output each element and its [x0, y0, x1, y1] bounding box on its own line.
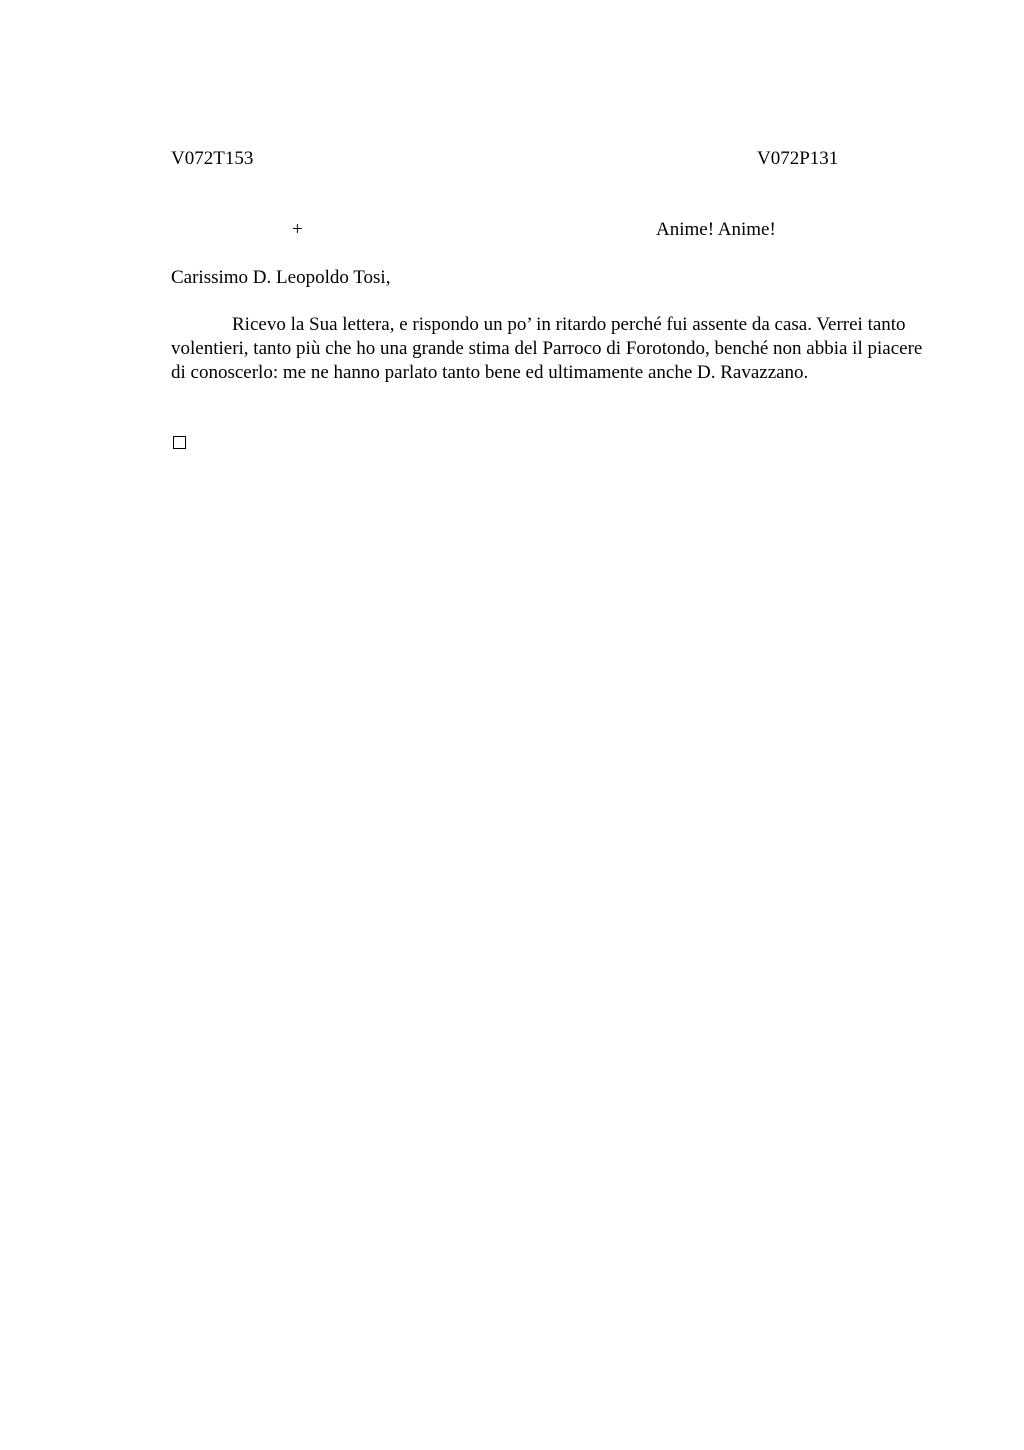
document-code-right: V072P131	[757, 148, 839, 169]
motto: Anime! Anime!	[656, 219, 776, 240]
document-code-left: V072T153	[171, 148, 254, 169]
checkbox-square-icon	[173, 436, 186, 449]
letter-paragraph: Ricevo la Sua lettera, e rispondo un po’ in ritardo perché fui assente da casa. Verrei tanto volentieri, tanto più che ho una grande stima del Parroco di Forotondo, benché non abbia il piacere di conoscerlo: me ne hanno parlato tanto bene ed ultimamente anche D. Ravazzano.	[171, 314, 923, 383]
cross-symbol: +	[292, 219, 303, 240]
letter-body	[171, 313, 931, 385]
salutation: Carissimo D. Leopoldo Tosi,	[171, 267, 391, 288]
